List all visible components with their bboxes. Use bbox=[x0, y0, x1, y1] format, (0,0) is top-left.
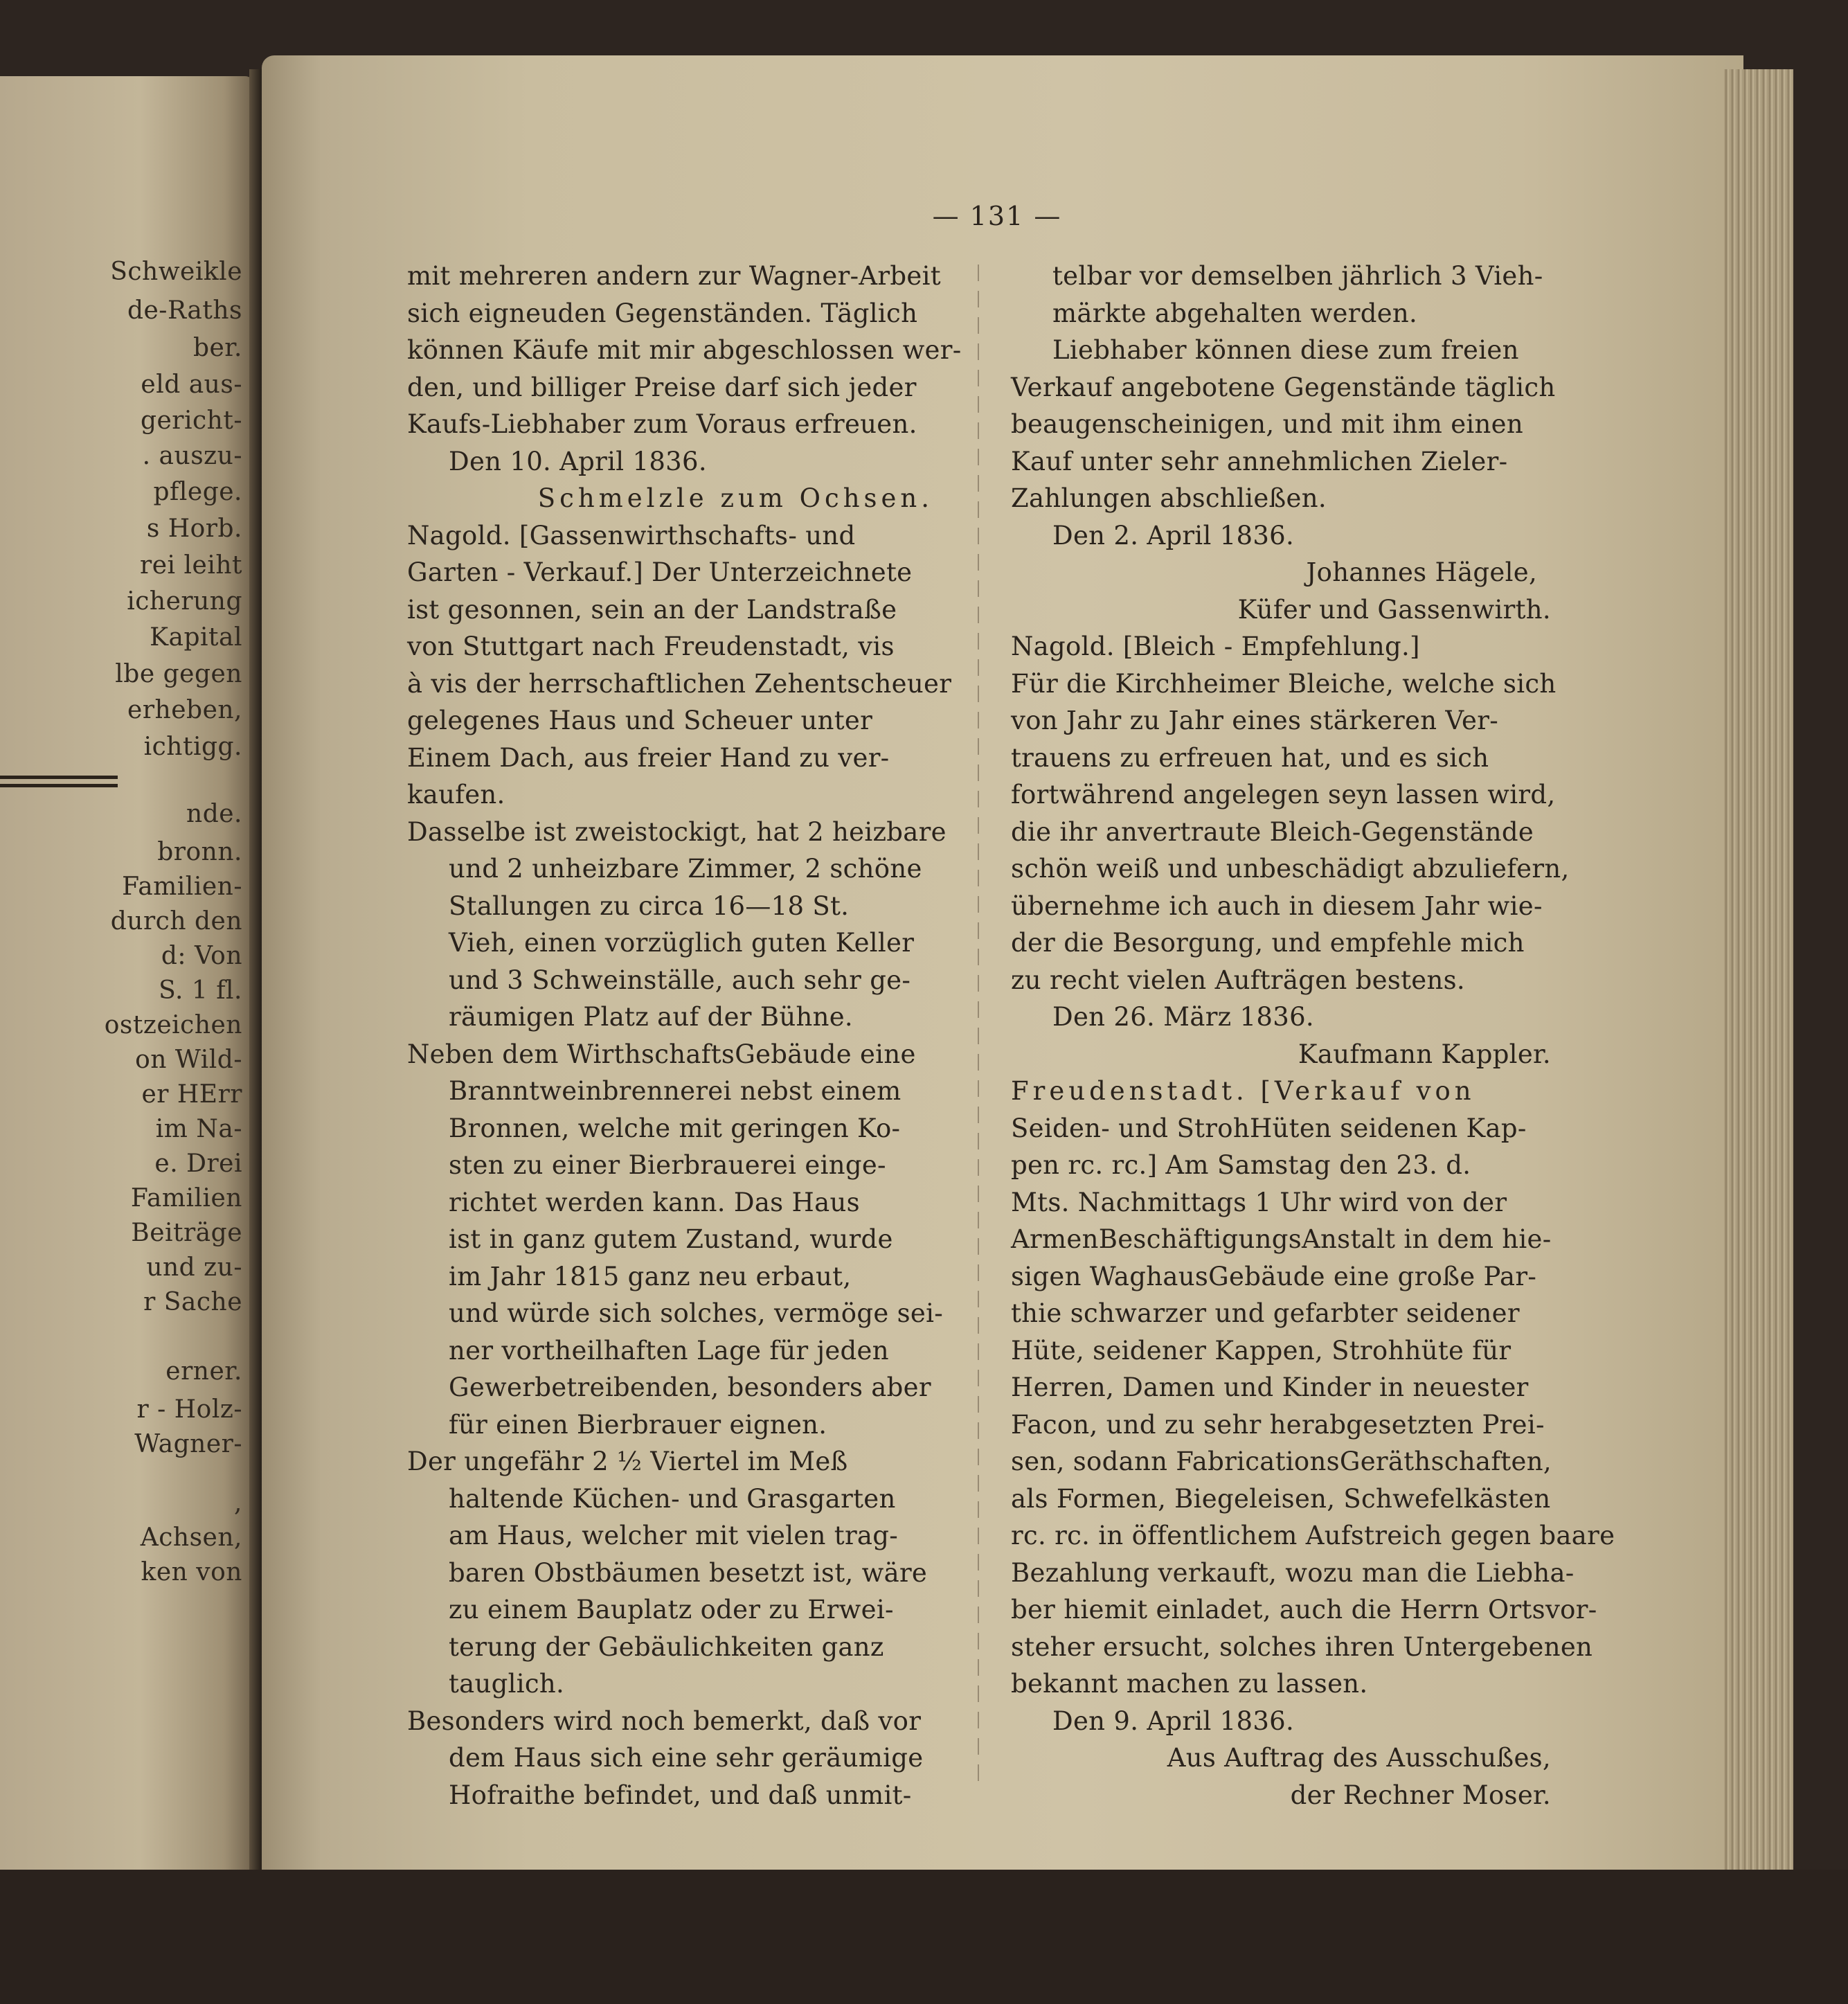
left-page-fragment: und zu- bbox=[146, 1253, 242, 1282]
text-line: der die Besorgung, und empfehle mich bbox=[1011, 928, 1525, 958]
left-page-fragment: pflege. bbox=[153, 478, 242, 506]
text-line: Den 2. April 1836. bbox=[1052, 520, 1295, 551]
text-line: Dasselbe ist zweistockigt, hat 2 heizbare bbox=[407, 816, 947, 847]
text-line: sten zu einer Bierbrauerei einge- bbox=[449, 1150, 886, 1180]
text-line: Nagold. [Bleich - Empfehlung.] bbox=[1011, 632, 1420, 661]
text-line: Hüte, seidener Kappen, Strohhüte für bbox=[1011, 1335, 1511, 1366]
text-line: ArmenBeschäftigungsAnstalt in dem hie- bbox=[1011, 1224, 1552, 1254]
left-page-fragment: er HErr bbox=[141, 1080, 242, 1109]
text-line: Der ungefähr 2 ½ Viertel im Meß bbox=[407, 1447, 848, 1476]
left-page-fragment: ken von bbox=[141, 1558, 242, 1586]
left-page-fragment: im Na- bbox=[155, 1115, 242, 1143]
text-line: Bezahlung verkauft, wozu man die Liebha- bbox=[1011, 1557, 1575, 1588]
page-number: — 131 — bbox=[932, 201, 1062, 231]
text-line: ner vortheilhaften Lage für jeden bbox=[449, 1335, 889, 1366]
left-page-fragment: . auszu- bbox=[142, 442, 242, 470]
text-line: sigen WaghausGebäude eine große Par- bbox=[1011, 1261, 1537, 1291]
text-line: ist in ganz gutem Zustand, wurde bbox=[449, 1224, 893, 1254]
text-line: Neben dem WirthschaftsGebäude eine bbox=[407, 1039, 916, 1069]
separator-rule bbox=[0, 776, 118, 779]
left-page-fragment: gericht- bbox=[140, 406, 242, 435]
text-line: für einen Bierbrauer eignen. bbox=[449, 1409, 827, 1440]
text-line: den, und billiger Preise darf sich jeder bbox=[407, 372, 917, 402]
text-line: sich eigneuden Gegenständen. Täglich bbox=[407, 298, 918, 328]
text-line: telbar vor demselben jährlich 3 Vieh- bbox=[1052, 261, 1543, 291]
left-page-fragment: ichtigg. bbox=[143, 733, 242, 761]
left-page-fragment: s Horb. bbox=[146, 515, 242, 543]
text-line: Schmelzle zum Ochsen. bbox=[537, 483, 933, 513]
text-line: ist gesonnen, sein an der Landstraße bbox=[407, 594, 897, 625]
left-page-fragment: Familien- bbox=[122, 873, 242, 901]
left-page-fragment: r Sache bbox=[143, 1288, 242, 1316]
text-line: Johannes Hägele, bbox=[1306, 557, 1537, 587]
text-line: Nagold. [Gassenwirthschafts- und bbox=[407, 520, 856, 551]
left-page-fragment: S. 1 fl. bbox=[159, 976, 242, 1005]
text-line: Vieh, einen vorzüglich guten Keller bbox=[449, 928, 915, 958]
text-line: Besonders wird noch bemerkt, daß vor bbox=[407, 1706, 922, 1736]
text-line: Den 26. März 1836. bbox=[1052, 1002, 1314, 1032]
text-line: tauglich. bbox=[449, 1669, 565, 1699]
text-line: gelegenes Haus und Scheuer unter bbox=[407, 706, 873, 735]
page-edges bbox=[1724, 69, 1793, 1925]
text-line: terung der Gebäulichkeiten ganz bbox=[449, 1631, 884, 1662]
text-line: märkte abgehalten werden. bbox=[1052, 298, 1418, 328]
left-page-fragment: , bbox=[234, 1489, 242, 1517]
text-line: und 2 unheizbare Zimmer, 2 schöne bbox=[449, 854, 922, 884]
text-line: zu recht vielen Aufträgen bestens. bbox=[1011, 965, 1465, 995]
text-line: Küfer und Gassenwirth. bbox=[1237, 594, 1551, 625]
text-line: trauens zu erfreuen hat, und es sich bbox=[1011, 742, 1489, 773]
text-line: Seiden- und StrohHüten seidenen Kap- bbox=[1011, 1113, 1527, 1143]
text-line: und würde sich solches, vermöge sei- bbox=[449, 1298, 944, 1328]
text-line: Aus Auftrag des Ausschußes, bbox=[1167, 1743, 1551, 1773]
left-page-fragment: rei leiht bbox=[140, 551, 242, 580]
text-line: ber hiemit einladet, auch die Herrn Ortsvor- bbox=[1011, 1595, 1597, 1625]
left-text-column bbox=[407, 258, 961, 1814]
text-line: à vis der herrschaftlichen Zehentscheuer bbox=[407, 668, 952, 699]
text-line: Mts. Nachmittags 1 Uhr wird von der bbox=[1011, 1187, 1507, 1217]
text-line: fortwährend angelegen seyn lassen wird, bbox=[1011, 780, 1556, 809]
left-page-fragment: bronn. bbox=[157, 838, 242, 866]
left-page-fragment: lbe gegen bbox=[115, 660, 242, 688]
left-page-text-fragments bbox=[0, 76, 249, 1877]
left-page-fragment: on Wild- bbox=[135, 1046, 242, 1074]
left-page-fragment: d: Von bbox=[161, 942, 242, 970]
text-line: baren Obstbäumen besetzt ist, wäre bbox=[449, 1557, 928, 1588]
text-line: Kaufs-Liebhaber zum Voraus erfreuen. bbox=[407, 409, 917, 439]
text-line: Liebhaber können diese zum freien bbox=[1052, 335, 1519, 365]
text-line: Branntweinbrennerei nebst einem bbox=[449, 1076, 901, 1106]
text-line: kaufen. bbox=[407, 780, 505, 809]
left-page-fragment: Wagner- bbox=[134, 1430, 242, 1458]
text-line: Für die Kirchheimer Bleiche, welche sich bbox=[1011, 668, 1557, 699]
column-divider bbox=[978, 265, 979, 1788]
left-page-fragment: durch den bbox=[110, 907, 242, 936]
right-text-column bbox=[1011, 258, 1615, 1814]
left-page-fragment: Beiträge bbox=[131, 1219, 242, 1247]
text-line: im Jahr 1815 ganz neu erbaut, bbox=[449, 1261, 852, 1291]
left-page-fragment: eld aus- bbox=[141, 370, 242, 399]
text-line: Bronnen, welche mit geringen Ko- bbox=[449, 1113, 901, 1143]
text-line: Den 10. April 1836. bbox=[449, 446, 707, 476]
text-line: Den 9. April 1836. bbox=[1052, 1706, 1295, 1736]
text-line: haltende Küchen- und Grasgarten bbox=[449, 1483, 896, 1514]
text-line: Freudenstadt. [Verkauf von bbox=[1011, 1076, 1475, 1106]
text-line: zu einem Bauplatz oder zu Erwei- bbox=[449, 1595, 894, 1625]
text-line: am Haus, welcher mit vielen trag- bbox=[449, 1521, 899, 1550]
text-line: Hofraithe befindet, und daß unmit- bbox=[449, 1780, 912, 1810]
text-line: Stallungen zu circa 16—18 St. bbox=[449, 891, 850, 921]
text-line: räumigen Platz auf der Bühne. bbox=[449, 1002, 853, 1032]
left-page-fragment: nde. bbox=[186, 800, 242, 828]
text-line: dem Haus sich eine sehr geräumige bbox=[449, 1743, 924, 1773]
text-line: thie schwarzer und gefarbter seidener bbox=[1011, 1298, 1520, 1328]
text-line: Verkauf angebotene Gegenstände täglich bbox=[1011, 372, 1556, 402]
text-line: und 3 Schweinställe, auch sehr ge- bbox=[449, 965, 911, 995]
left-page-fragment: erner. bbox=[165, 1357, 242, 1386]
text-line: steher ersucht, solches ihren Untergebenen bbox=[1011, 1631, 1593, 1662]
text-line: Einem Dach, aus freier Hand zu ver- bbox=[407, 742, 890, 773]
text-line: Garten - Verkauf.] Der Unterzeichnete bbox=[407, 557, 913, 587]
text-line: übernehme ich auch in diesem Jahr wie- bbox=[1011, 891, 1543, 921]
text-line: richtet werden kann. Das Haus bbox=[449, 1187, 860, 1217]
left-page-fragment: ber. bbox=[192, 334, 242, 362]
left-page-fragment: Kapital bbox=[150, 623, 242, 652]
text-line: von Jahr zu Jahr eines stärkeren Ver- bbox=[1011, 706, 1499, 735]
text-line: pen rc. rc.] Am Samstag den 23. d. bbox=[1011, 1150, 1471, 1180]
bottom-shadow bbox=[0, 1870, 1848, 2004]
text-line: rc. rc. in öffentlichem Aufstreich gegen baare bbox=[1011, 1521, 1615, 1550]
text-line: von Stuttgart nach Freudenstadt, vis bbox=[407, 632, 895, 661]
text-line: der Rechner Moser. bbox=[1290, 1780, 1551, 1810]
text-line: die ihr anvertraute Bleich-Gegenstände bbox=[1011, 816, 1534, 847]
left-page-fragment: ostzeichen bbox=[104, 1011, 242, 1039]
left-page-fragment: r - Holz- bbox=[136, 1395, 242, 1424]
left-page bbox=[0, 76, 255, 1877]
text-line: Facon, und zu sehr herabgesetzten Prei- bbox=[1011, 1409, 1545, 1440]
text-line: Kaufmann Kappler. bbox=[1298, 1039, 1551, 1069]
left-page-fragment: e. Drei bbox=[154, 1149, 242, 1178]
text-line: Herren, Damen und Kinder in neuester bbox=[1011, 1372, 1529, 1402]
left-page-fragment: erheben, bbox=[127, 696, 242, 724]
left-page-fragment: icherung bbox=[127, 587, 242, 616]
text-line: als Formen, Biegeleisen, Schwefelkästen bbox=[1011, 1483, 1551, 1514]
left-page-fragment: de-Raths bbox=[127, 296, 242, 325]
left-page-fragment: Achsen, bbox=[140, 1523, 242, 1552]
separator-rule bbox=[0, 784, 118, 787]
text-line: sen, sodann FabricationsGeräthschaften, bbox=[1011, 1447, 1552, 1476]
text-line: Kauf unter sehr annehmlichen Zieler- bbox=[1011, 446, 1508, 476]
text-line: Gewerbetreibenden, besonders aber bbox=[449, 1372, 931, 1402]
left-page-fragment: Schweikle bbox=[110, 258, 242, 286]
left-page-fragment: Familien bbox=[130, 1184, 242, 1213]
text-line: mit mehreren andern zur Wagner-Arbeit bbox=[407, 261, 941, 291]
text-line: können Käufe mit mir abgeschlossen wer- bbox=[407, 335, 962, 365]
text-line: bekannt machen zu lassen. bbox=[1011, 1669, 1368, 1699]
text-line: Zahlungen abschließen. bbox=[1011, 483, 1327, 513]
text-line: schön weiß und unbeschädigt abzuliefern, bbox=[1011, 854, 1570, 884]
text-line: beaugenscheinigen, und mit ihm einen bbox=[1011, 409, 1523, 439]
